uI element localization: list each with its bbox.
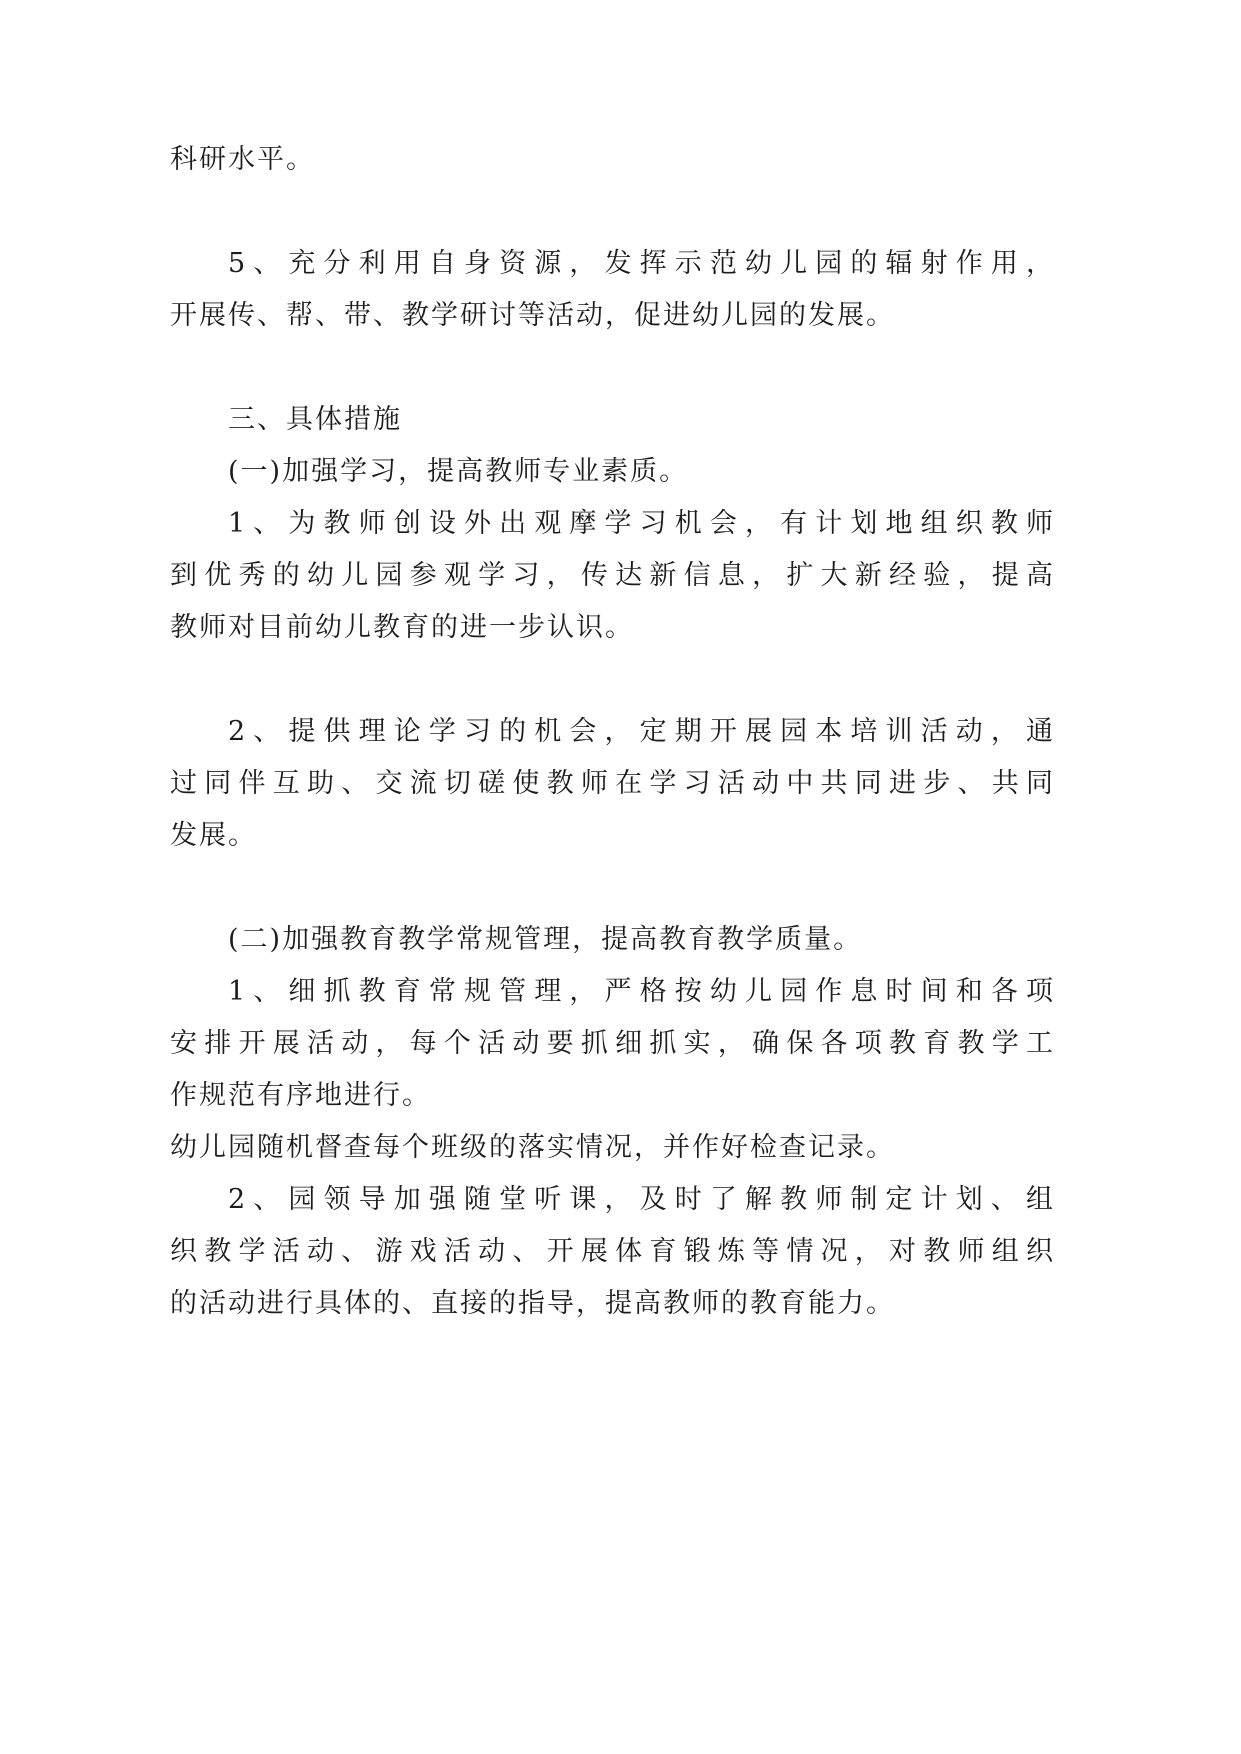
subsection-heading-text: (一)加强学习，提高教师专业素质。 <box>228 456 689 487</box>
section-heading-text: 三、具体措施 <box>228 404 402 435</box>
paragraph-gap <box>170 186 1055 238</box>
paragraph-gap <box>170 342 1055 394</box>
paragraph-line: 织教学活动、游戏活动、开展体育锻炼等情况，对教师组织 <box>170 1236 1055 1267</box>
subsection-heading-1 <box>170 446 1055 498</box>
paragraph-gap <box>170 654 1055 706</box>
paragraph-line: 到优秀的幼儿园参观学习，传达新信息，扩大新经验，提高 <box>170 560 1055 591</box>
paragraph-line: 1、为教师创设外出观摩学习机会，有计划地组织教师 <box>228 508 1055 539</box>
paragraph-line: 2、提供理论学习的机会，定期开展园本培训活动，通 <box>228 716 1055 747</box>
subsection-heading-text: (二)加强教育教学常规管理，提高教育教学质量。 <box>228 924 863 955</box>
paragraph-line: 过同伴互助、交流切磋使教师在学习活动中共同进步、共同 <box>170 768 1055 799</box>
paragraph-line: 的活动进行具体的、直接的指导，提高教师的教育能力。 <box>170 1288 895 1319</box>
section-heading <box>170 394 1055 446</box>
paragraph-item-1b <box>170 966 1055 1122</box>
paragraph-continuation <box>170 134 1055 186</box>
paragraph-item-5 <box>170 238 1055 342</box>
subsection-heading-2 <box>170 914 1055 966</box>
paragraph-item-2a <box>170 706 1055 862</box>
paragraph-line: 1、细抓教育常规管理，严格按幼儿园作息时间和各项 <box>228 976 1055 1007</box>
paragraph-item-1a <box>170 498 1055 654</box>
paragraph-line: 开展传、帮、带、教学研讨等活动，促进幼儿园的发展。 <box>170 300 895 331</box>
paragraph-item-2b <box>170 1174 1055 1330</box>
paragraph-line: 5、充分利用自身资源，发挥示范幼儿园的辐射作用， <box>228 248 1055 279</box>
document-body <box>170 134 1055 1330</box>
paragraph-line: 作规范有序地进行。 <box>170 1080 431 1111</box>
paragraph-line: 教师对目前幼儿教育的进一步认识。 <box>170 612 634 643</box>
paragraph-line: 安排开展活动，每个活动要抓细抓实，确保各项教育教学工 <box>170 1028 1055 1059</box>
paragraph-line: 科研水平。 <box>170 144 315 175</box>
paragraph-line: 幼儿园随机督查每个班级的落实情况，并作好检查记录。 <box>170 1132 895 1163</box>
paragraph-gap <box>170 862 1055 914</box>
paragraph-line: 2、园领导加强随堂听课，及时了解教师制定计划、组 <box>228 1184 1055 1215</box>
paragraph-inspection-note <box>170 1122 1055 1174</box>
paragraph-line: 发展。 <box>170 820 257 851</box>
